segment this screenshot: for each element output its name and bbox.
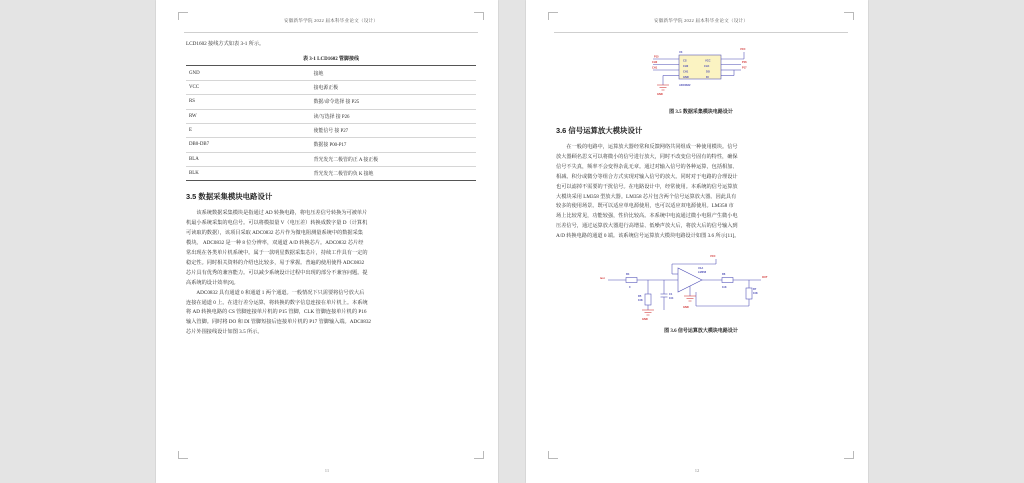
figure-adc0832 (556, 41, 846, 115)
paragraph-line: 模块。 ADC0832 是一种 8 位分辨率，双通道 A/D 转换芯片。ADC0832 芯片经 (186, 240, 364, 247)
paragraph-line: 在一般的电路中，运算放大器经常和反馈网络共同组成一种使用模块。信号 (566, 144, 738, 150)
paragraph-3-6-1 (556, 143, 846, 242)
net-label-out: OUT (762, 275, 768, 279)
paragraph-line: 芯片具有优秀的兼容能力。可以减少系统设计过程中出现的部分不兼容问题。提 (186, 269, 368, 276)
net-label-ch0: CH0 (652, 61, 658, 64)
pin-desc: 接地 (314, 66, 476, 80)
paragraph-line: 高系统的设计效率[9]。 (186, 279, 239, 286)
adc0832-schematic-icon (601, 41, 801, 103)
pin-desc: 数据/命令选择 接 P25 (314, 95, 476, 109)
net-label-p15: P15 (654, 55, 659, 59)
paragraph-line: 芯片外围接线设计如图 3.5 所示。 (186, 329, 263, 336)
crop-mark-top-right-icon (474, 12, 484, 20)
figure-caption-3-6: 图 3.6 信号运算放大模块电路设计 (664, 328, 738, 334)
document-page-left[interactable] (156, 0, 498, 483)
figure-caption-3-5: 图 3.5 数据采集模块电路设计 (669, 110, 733, 115)
header-divider (184, 32, 478, 33)
component-ref-r7: R7 (753, 287, 757, 291)
paragraph-line: 较多的使用场景。既可以适应单电源使用，也可以适应双电源使用。LM358 市 (556, 203, 734, 210)
pin-name: E (186, 123, 314, 137)
net-label-test: test (600, 276, 605, 280)
crop-mark-bottom-right-icon (844, 451, 854, 459)
ground-symbol-icon (657, 85, 669, 90)
pin-desc: 数据接 P00-P17 (314, 138, 476, 152)
opamp-name-label: LM358 (698, 270, 707, 274)
document-page-right[interactable] (526, 0, 868, 483)
pin-desc: 使能信号 接 P27 (314, 123, 476, 137)
pin-label-do: DO (706, 70, 710, 74)
header-divider (554, 32, 848, 33)
net-label-vcc: VCC (740, 48, 746, 51)
component-value-r7: 10K (753, 291, 758, 295)
component-ref-r4: R4 (626, 272, 630, 276)
pin-table-body (186, 66, 476, 181)
crop-mark-top-right-icon (844, 12, 854, 20)
page-number-right: 12 (694, 468, 700, 473)
paragraph-line: 输入管脚。同时将 DO 和 DI 管脚短接后连接单片机的 P17 管脚输入端。ADC0832 (186, 319, 372, 326)
table-row (186, 80, 476, 94)
pin-desc: 接电源正极 (314, 80, 476, 94)
paragraph-line: 相减、积分或微分等组合方式实现对输入信号的放大。同时对于电路的合理设计 (556, 173, 738, 180)
component-ref-c1: C1 (669, 292, 673, 296)
page-number-left: 11 (324, 468, 330, 473)
page-content-area-left (186, 18, 476, 453)
crop-mark-top-left-icon (178, 12, 188, 20)
pin-name: RW (186, 109, 314, 123)
ground-label: GND (642, 317, 648, 321)
paragraph-line: 连接在通道 0 上。在进行差分运算，将转换的数字信息连接在单片机上。本系统 (186, 299, 368, 306)
ground-label: GND (657, 93, 663, 96)
pin-name: RS (186, 95, 314, 109)
paragraph-line: 放大器顾名思义可以将微小的信号进行放大，同时不改变信号固有的特性，确保 (556, 153, 738, 160)
paragraph-line: 压差信号，通过运算放大器进行高增益、低噪声放大后，将放大后的信号输入到 (556, 223, 738, 230)
net-label-p17: P17 (742, 66, 747, 70)
figure-lm358 (556, 250, 846, 334)
pin-table (186, 65, 476, 181)
paragraph-line: 常出现在各类单片机系统中。属于一款明星数据采集芯片，持续工作具有一定的 (186, 250, 368, 257)
table-row (186, 95, 476, 109)
opamp-ref-label: U1A (698, 266, 704, 270)
crop-mark-bottom-left-icon (548, 451, 558, 459)
pin-label-di: DI (706, 76, 709, 79)
pin-name: BLK (186, 167, 314, 181)
paragraph-line: A/D 转换电路的通道 0 端。该系统信号运算放大模块电路设计如图 3.6 所示[11]。 (556, 233, 740, 240)
paragraph-line: ADC0832 具有通道 0 和通道 1 两个通道。一般情况下只需要将信号放大后 (196, 289, 365, 296)
table-row (186, 167, 476, 181)
page-content-area-right (556, 18, 846, 453)
component-value-r4: 0 (629, 285, 631, 289)
pin-name: GND (186, 66, 314, 80)
crop-mark-top-left-icon (548, 12, 558, 20)
page-header-left: 安徽新华学院 2022 届本科毕业论文（设计） (283, 18, 379, 23)
paragraph-3-5-2 (186, 289, 476, 338)
section-heading-3-6: 3.6 信号运算放大模块设计 (556, 126, 643, 135)
pin-label-cs: CS (683, 59, 687, 63)
table-row (186, 138, 476, 152)
paragraph-3-5-1 (186, 209, 476, 288)
component-value-r5: 10K (638, 298, 643, 302)
net-label-vcc: VCC (710, 254, 716, 258)
page-header-right: 安徽新华学院 2022 届本科毕业论文（设计） (653, 18, 749, 23)
section-heading-3-5: 3.5 数据采集模块电路设计 (186, 192, 273, 202)
paragraph-line: 信号不失真，频率不会变得杂乱无章。通过对输入信号的各种运算，包括相加、 (556, 163, 738, 170)
table-row (186, 152, 476, 166)
lm358-schematic-icon (586, 250, 816, 322)
paragraph-line: 该系统数据采集模块是指通过 AD 转换电路，将电压差信号转换为可被单片 (196, 210, 368, 217)
net-label-p16: P16 (742, 61, 747, 64)
pin-desc: 背光发光二极管的负 K 接地 (314, 167, 476, 181)
pin-name: BLA (186, 152, 314, 166)
table-caption: 表 3-1 LCD1602 管脚接线 (303, 57, 359, 63)
component-value-r6: 11K (722, 285, 727, 289)
crop-mark-bottom-right-icon (474, 451, 484, 459)
crop-mark-bottom-left-icon (178, 451, 188, 459)
pin-label-clk: CLK (704, 65, 710, 68)
pin-desc: 背光发光二极管的正 A 接正极 (314, 152, 476, 166)
component-ref-r5: R5 (638, 294, 642, 298)
paragraph-line: 也可以滤掉不需要的干扰信号。在电路设计中，经常使用。本系统的信号运算放 (556, 183, 738, 190)
table-row (186, 109, 476, 123)
net-label-ch1: CH1 (652, 66, 658, 70)
intro-line: LCD1602 接线方式如表 3-1 所示。 (186, 41, 265, 47)
paragraph-line: 稳定性。同时相关资料的介绍也比较多，易于掌握。普遍的使用使得 ADC0832 (186, 259, 365, 266)
pin-label-gnd: GND (683, 76, 689, 79)
chip-ref-label: U3 (679, 51, 683, 54)
pin-name: DB0-DB7 (186, 138, 314, 152)
component-ref-r6: R6 (722, 272, 726, 276)
paragraph-line: 机最小系统采集的电信号。可以将模拟量 V（电压差）转换成数字量 D（计算机 (186, 220, 368, 227)
pin-label-ch0: CH0 (683, 65, 689, 68)
ground-label: GND (683, 305, 689, 309)
paragraph-line: 将 AD 转换电路的 CS 管脚连接单片机的 P15 管脚，CLK 管脚连接单片机的 P16 (186, 309, 367, 316)
paragraph-line: 场上比较常见，功能较强，性价比较高。本系统中电流通过微小电阻产生微小电 (556, 213, 738, 220)
chip-name-label: ADC0832 (679, 84, 691, 87)
pin-label-ch1: CH1 (683, 70, 689, 74)
pin-label-vcc: VCC (705, 59, 711, 63)
paragraph-line: 可读取的数据），该项目采取 ADC0832 芯片作为微电阻测量系统中的数据采集 (186, 230, 363, 237)
table-row (186, 66, 476, 80)
table-row (186, 123, 476, 137)
pin-name: VCC (186, 80, 314, 94)
pin-desc: 读/写选择 接 P26 (314, 109, 476, 123)
paragraph-line: 大模块采用 LM358 型放大器。LM358 芯片包含两个信号运算放大器。因此具有 (556, 193, 737, 200)
component-value-c1: 104 (669, 296, 674, 300)
